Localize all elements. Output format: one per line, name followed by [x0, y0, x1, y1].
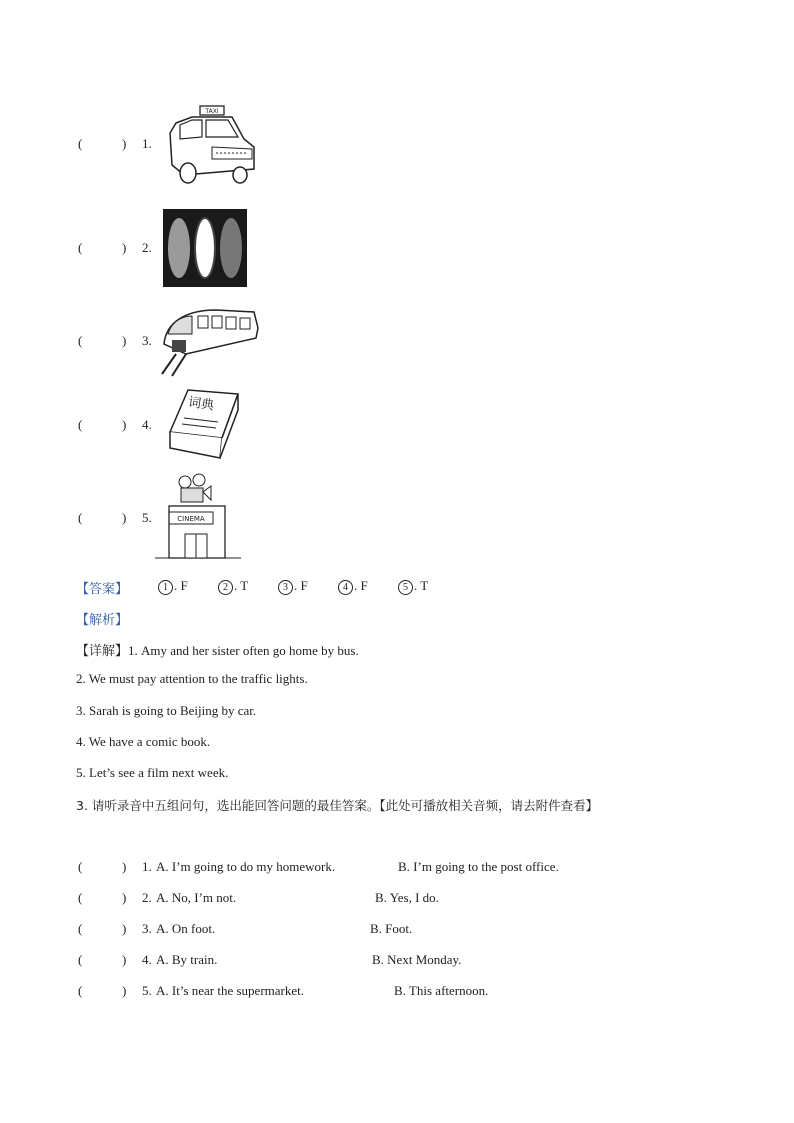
- answer-circled-number: 1: [158, 580, 173, 595]
- option-b: B. Yes, I do.: [375, 890, 439, 905]
- question-number: 5.: [142, 983, 152, 998]
- option-b: B. This afternoon.: [394, 983, 489, 998]
- answer-circled-number: 3: [278, 580, 293, 595]
- taxi-picture: [162, 103, 258, 185]
- answer-list: [158, 578, 458, 598]
- answer-blank-close: ): [122, 890, 127, 905]
- analysis-detail-line: [76, 640, 359, 659]
- option-a: A. No, I’m not.: [156, 890, 237, 905]
- answer-blank-close: ): [122, 240, 127, 255]
- answer-blank-open: (: [78, 333, 83, 348]
- taxi-sign-text: TAXI: [205, 108, 219, 115]
- analysis-line: 1. Amy and her sister often go home by bus.: [128, 643, 359, 658]
- answer-blank-open: (: [78, 921, 83, 936]
- analysis-line: 3. Sarah is going to Beijing by car.: [76, 703, 257, 718]
- question-number: 5.: [142, 510, 152, 525]
- answer-blank-open: (: [78, 952, 83, 967]
- analysis-line: 5. Let’s see a film next week.: [76, 765, 229, 780]
- option-b: B. Next Monday.: [372, 952, 462, 967]
- option-a: A. On foot.: [156, 921, 216, 936]
- answer-item: [158, 578, 188, 595]
- question-number: 1.: [142, 859, 152, 874]
- answer-blank-close: ): [122, 333, 127, 348]
- answer-item: [278, 578, 308, 595]
- answer-blank-close: ): [122, 952, 127, 967]
- analysis-line: 4. We have a comic book.: [76, 734, 211, 749]
- answer-item: [218, 578, 248, 595]
- question-number: 2.: [142, 890, 152, 905]
- section3-title: 3. 请听录音中五组问句，选出能回答问题的最佳答案。【此处可播放相关音频，请去附件查看】: [76, 798, 599, 813]
- question-number: 4.: [142, 952, 152, 967]
- question-row: [78, 983, 698, 1003]
- answer-blank-close: ): [122, 136, 127, 151]
- option-a: A. I’m going to do my homework.: [156, 859, 336, 874]
- answer-circled-number: 5: [398, 580, 413, 595]
- train-picture: [156, 304, 262, 380]
- answer-value: . T: [234, 578, 249, 593]
- answer-blank-close: ): [122, 921, 127, 936]
- question-row: [78, 859, 698, 879]
- answer-blank-open: (: [78, 240, 83, 255]
- answer-blank-open: (: [78, 510, 83, 525]
- answer-blank-close: ): [122, 859, 127, 874]
- answer-blank-open: (: [78, 136, 83, 151]
- question-number: 3.: [142, 333, 152, 348]
- answer-blank-open: (: [78, 417, 83, 432]
- option-b: B. Foot.: [370, 921, 413, 936]
- question-number: 2.: [142, 240, 152, 255]
- answer-item: [338, 578, 368, 595]
- answer-blank-close: ): [122, 983, 127, 998]
- cinema-sign-text: CINEMA: [177, 515, 205, 523]
- dictionary-picture: [166, 386, 242, 464]
- answer-label: 【答案】: [76, 582, 129, 597]
- answer-blank-close: ): [122, 510, 127, 525]
- answer-circled-number: 4: [338, 580, 353, 595]
- answer-item: [398, 578, 428, 595]
- option-b: B. I’m going to the post office.: [398, 859, 559, 874]
- question-number: 4.: [142, 417, 152, 432]
- analysis-label: 【解析】: [76, 613, 129, 628]
- option-a: A. By train.: [156, 952, 218, 967]
- analysis-line: 2. We must pay attention to the traffic lights.: [76, 671, 308, 686]
- question-number: 3.: [142, 921, 152, 936]
- question-row: [78, 890, 698, 910]
- answer-value: . F: [354, 578, 368, 593]
- answer-blank-close: ): [122, 417, 127, 432]
- option-a: A. It’s near the supermarket.: [156, 983, 305, 998]
- answer-blank-open: (: [78, 983, 83, 998]
- question-number: 1.: [142, 136, 152, 151]
- dictionary-title: 词典: [187, 395, 215, 414]
- question-row: [78, 921, 698, 941]
- answer-blank-open: (: [78, 859, 83, 874]
- detail-label: 【详解】: [76, 644, 129, 659]
- answer-value: . F: [294, 578, 308, 593]
- answer-value: . F: [174, 578, 188, 593]
- answer-circled-number: 2: [218, 580, 233, 595]
- answer-blank-open: (: [78, 890, 83, 905]
- cinema-picture: [155, 472, 241, 562]
- question-row: [78, 952, 698, 972]
- answer-value: . T: [414, 578, 429, 593]
- traffic-light-picture: [163, 209, 247, 287]
